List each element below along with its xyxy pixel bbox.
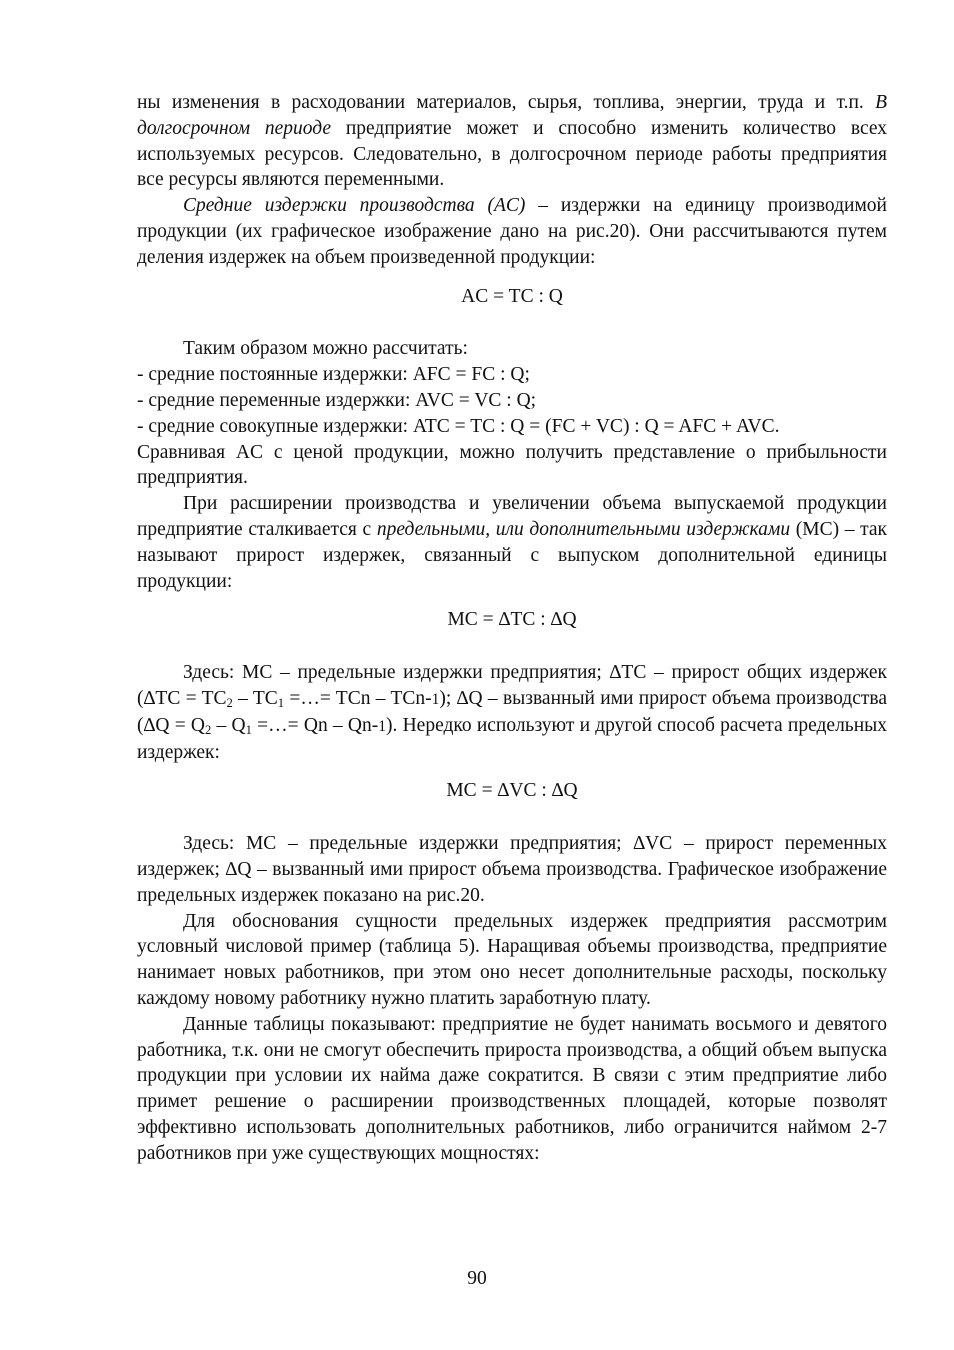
subscript: 1: [277, 696, 285, 711]
formula-mc-vc: MC = ∆VC : ∆Q: [446, 780, 578, 802]
text: Здесь: MC – предельные издержки предприятия; ∆TC – прирост общих издержек (∆TC = TC: [137, 662, 887, 709]
formula-mc-tc: MC = ∆TC : ∆Q: [447, 609, 577, 631]
list-item-avc: - средние переменные издержки: AVC = VC : Q;: [137, 389, 537, 411]
italic-term: Средние издержки производства (AC): [183, 195, 526, 217]
subscript: 1: [245, 722, 252, 737]
paragraph-average-costs: [137, 193, 887, 270]
small-text: 1: [378, 717, 386, 735]
paragraph-profitability: Сравнивая AC с ценой продукции, можно получить представление о прибыльности предприятия.: [137, 441, 887, 489]
text: (MC) – так называют прирост издержек, связанный с выпуском дополнительной единицы продукции:: [137, 518, 887, 592]
text: ); ∆Q – вызванный ими прирост объема производства (∆Q = Q: [137, 687, 887, 736]
paragraph-mc-vc-explanation: Здесь: MC – предельные издержки предприятия; ∆VC – прирост переменных издержек; ∆Q – вызванный ими прирост объема производства. Графическое изображение предельных издержек показано на рис.20.: [137, 833, 887, 906]
text: =…= TCn – TCn-: [284, 687, 432, 709]
subscript: 2: [205, 722, 212, 737]
italic-term: предельными, или дополнительными издержками: [376, 518, 791, 540]
text: При расширении производства и увеличении объема выпускаемой продукции предприятие сталкивается с: [137, 493, 887, 540]
text: ны изменения в расходовании материалов, сырья, топлива, энергии, труда и т.п.: [137, 92, 876, 113]
text: – Q: [211, 714, 246, 736]
paragraph-thus: Таким образом можно рассчитать:: [183, 338, 468, 360]
text: – издержки на единицу производимой продукции (их графическое изображение дано на рис.20). Они рассчитываются путем деления издержек на объем произведенной продукции:: [137, 195, 887, 268]
text: – TC: [232, 687, 278, 709]
formula-ac: AC = TC : Q: [461, 285, 563, 307]
small-text: 1: [431, 690, 440, 708]
paragraph-example: Для обоснования сущности предельных издержек предприятия рассмотрим условный числовой пример (таблица 5). Наращивая объемы производства, предприятие нанимает новых работников, при этом оно несет дополнительные расходы, поскольку каждому новому работнику нужно платить заработную плату.: [137, 910, 887, 1009]
text: =…= Qn – Qn-: [251, 714, 379, 736]
paragraph-mc-explanation: [137, 660, 887, 765]
paragraph-marginal-costs: [137, 491, 887, 594]
list-item-atc: - средние совокупные издержки: ATC = TC : Q = (FC + VC) : Q = AFC + AVC.: [137, 415, 780, 437]
page-number: 90: [467, 1268, 487, 1289]
page-body: [137, 90, 887, 1166]
paragraph-long-term: [137, 90, 887, 193]
paragraph-table-data: Данные таблицы показывают: предприятие не будет нанимать восьмого и девятого работника, т.к. они не смогут обеспечить прироста производства, а общий объем выпуска продукции при условии их найма даже сократится. В связи с этим предприятие либо примет решение о расширении производственных площадей, которые позволят эффективно использовать дополнительных работников, либо ограничится наймом 2-7 работников при уже существующих мощностях:: [137, 1013, 887, 1164]
subscript: 2: [226, 696, 233, 711]
text: предприятие может и способно изменить количество всех используемых ресурсов. Следовательно, в долгосрочном периоде работы предприятия все ресурсы являются переменными.: [137, 117, 887, 191]
italic-term: В долгосрочном периоде: [137, 92, 887, 139]
list-item-afc: - средние постоянные издержки: AFC = FC : Q;: [137, 364, 530, 386]
text: ). Нередко используют и другой способ расчета предельных издержек:: [137, 714, 887, 763]
